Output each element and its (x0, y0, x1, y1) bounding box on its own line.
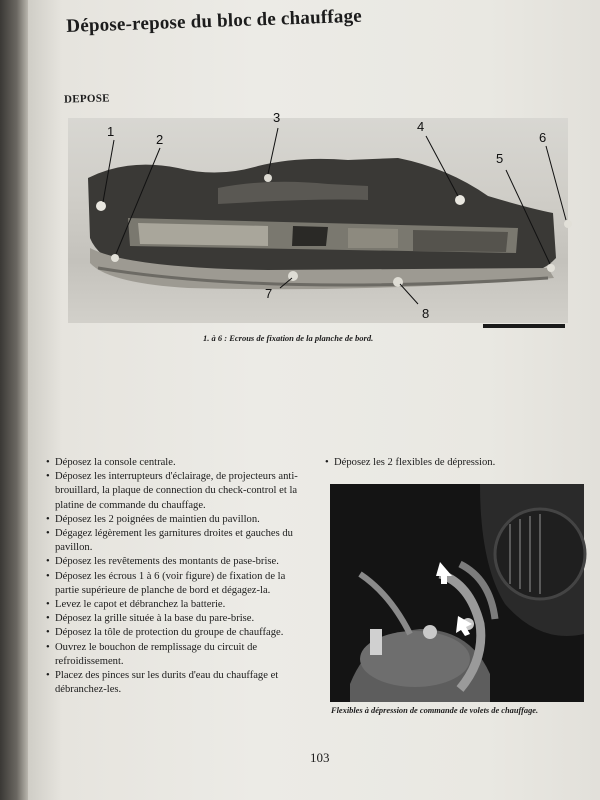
callout-5: 5 (496, 151, 504, 166)
scale-bar (483, 324, 565, 328)
nut-2-marker (111, 254, 119, 262)
vacuum-hoses-illustration (330, 484, 584, 702)
instruction-item: • Déposez la tôle de protection du groupe de chauffage. (46, 626, 308, 640)
instruction-item: • Dégagez légèrement les garnitures droites et gauches du pavillon. (46, 527, 308, 555)
callout-6: 6 (539, 130, 547, 145)
instructions-left-column (46, 456, 308, 697)
dashboard-illustration (68, 118, 568, 323)
document-page (28, 0, 600, 800)
nut-4-marker (455, 195, 465, 205)
nut-1-marker (96, 201, 106, 211)
callout-3: 3 (273, 110, 281, 125)
callout-4: 4 (417, 119, 425, 134)
nut-3-marker (264, 174, 272, 182)
page-number: 103 (310, 750, 330, 765)
page-title: Dépose-repose du bloc de chauffage (66, 5, 363, 37)
instruction-item: • Déposez les 2 poignées de maintien du pavillon. (46, 513, 308, 527)
instruction-item: • Déposez la grille située à la base du pare-brise. (46, 612, 308, 626)
section-heading: DEPOSE (63, 92, 110, 106)
callout-8: 8 (422, 306, 430, 321)
book-spine (0, 0, 28, 800)
instruction-item: • Déposez les écrous 1 à 6 (voir figure) de fixation de la partie supérieure de planche de bord et dégagez-la. (46, 570, 308, 598)
instruction-item: • Placez des pinces sur les durits d'eau du chauffage et débranchez-les. (46, 669, 308, 697)
figure-2-caption: Flexibles à dépression de commande de volets de chauffage. (331, 706, 539, 715)
instruction-item: • Déposez les interrupteurs d'éclairage, de projecteurs anti-brouillard, la plaque de connection du check-control et la platine de commande du chauffage. (46, 470, 308, 513)
callout-2: 2 (156, 132, 164, 147)
instruction-item: • Levez le capot et débranchez la batterie. (46, 598, 308, 612)
instruction-item: • Déposez les 2 flexibles de dépression. (325, 456, 585, 470)
instruction-item: • Ouvrez le bouchon de remplissage du circuit de refroidissement. (46, 641, 308, 669)
callout-1: 1 (107, 124, 115, 139)
nut-5-marker (547, 264, 555, 272)
figure-1-caption: 1. à 6 : Ecrous de fixation de la planche de bord. (203, 333, 374, 343)
dashboard-photo (68, 110, 568, 323)
nut-6-marker (564, 220, 572, 228)
instruction-item: • Déposez la console centrale. (46, 456, 308, 470)
instruction-item: • Déposez les revêtements des montants de pase-brise. (46, 555, 308, 569)
vacuum-hoses-photo (330, 484, 584, 702)
instructions-right-column (325, 456, 585, 470)
callout-7: 7 (265, 286, 273, 301)
